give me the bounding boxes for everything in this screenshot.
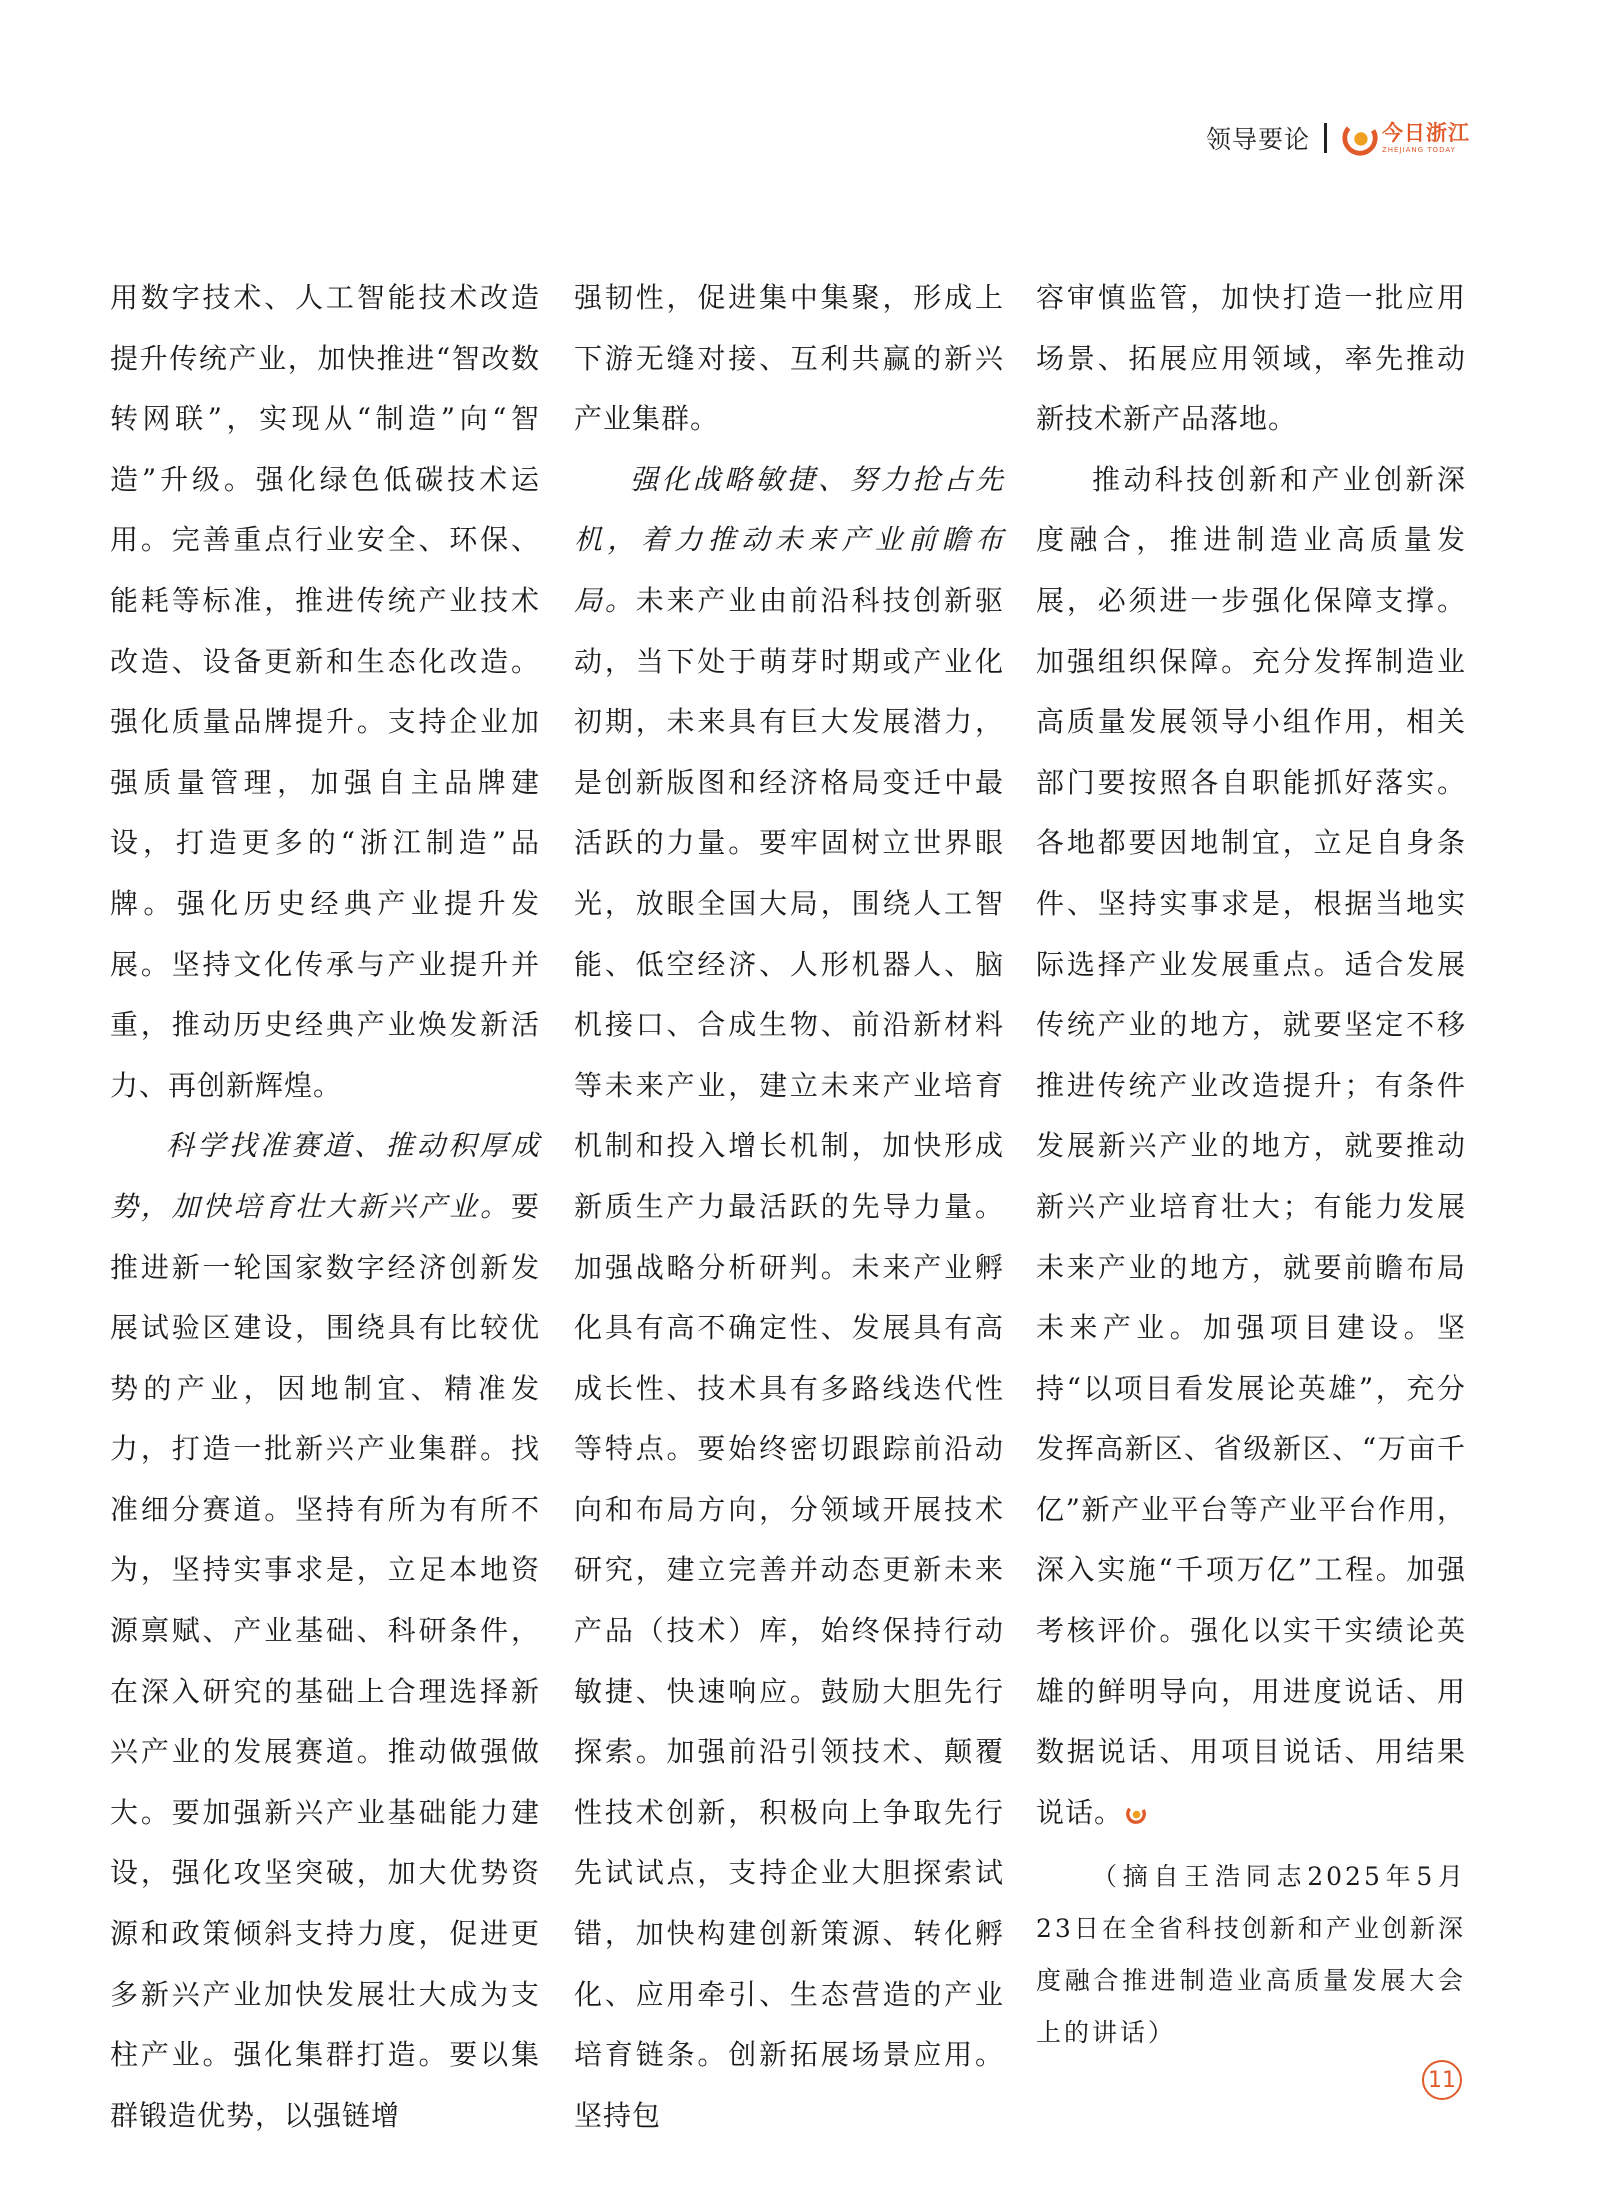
column-2: [574, 268, 1004, 2146]
paragraph-body: 推动科技创新和产业创新深度融合，推进制造业高质量发展，必须进一步强化保障支撑。加强组织保障。充分发挥制造业高质量发展领导小组作用，相关部门要按照各自职能抓好落实。各地都要因地制宜，立足自身条件、坚持实事求是，根据当地实际选择产业发展重点。适合发展传统产业的地方，就要坚定不移推进传统产业改造提升；有条件发展新兴产业的地方，就要推动新兴产业培育壮大；有能力发展未来产业的地方，就要前瞻布局未来产业。加强项目建设。坚持“以项目看发展论英雄”，充分发挥高新区、省级新区、“万亩千亿”新产业平台等产业平台作用，深入实施“千项万亿”工程。加强考核评价。强化以实干实绩论英雄的鲜明导向，用进度说话、用数据说话、用项目说话、用结果说话。: [1036, 462, 1466, 1829]
paragraph: [574, 450, 1004, 2147]
paragraph: 用数字技术、人工智能技术改造提升传统产业，加快推进“智改数转网联”，实现从“制造”向“智造”升级。强化绿色低碳技术运用。完善重点行业安全、环保、能耗等标准，推进传统产业技术改造、设备更新和生态化改造。强化质量品牌提升。支持企业加强质量管理，加强自主品牌建设，打造更多的“浙江制造”品牌。强化历史经典产业提升发展。坚持文化传承与产业提升并重，推动历史经典产业焕发新活力、再创新辉煌。: [110, 281, 540, 1102]
paragraph: 容审慎监管，加快打造一批应用场景、拓展应用领域，率先推动新技术新产品落地。: [1036, 281, 1466, 436]
column-3: [1036, 268, 1466, 2059]
paragraph-lead: 强化战略敏捷、努力抢占先机，着力推动未来产业前瞻布局。: [574, 462, 1004, 617]
paragraph-lead: 科学找准赛道、推动积厚成势，加快培育壮大新兴产业。: [110, 1129, 540, 1223]
source-note: （摘自王浩同志2025年5月23日在全省科技创新和产业创新深度融合推进制造业高质量发展大会上的讲话）: [1036, 1862, 1466, 2048]
page-number: 11: [1422, 2060, 1462, 2100]
magazine-logo: [1341, 119, 1470, 157]
paragraph-body: 要推进新一轮国家数字经济创新发展试验区建设，围绕具有比较优势的产业，因地制宜、精准发力，打造一批新兴产业集群。找准细分赛道。坚持有所为有所不为，坚持实事求是，立足本地资源禀赋、产业基础、科研条件，在深入研究的基础上合理选择新兴产业的发展赛道。推动做强做大。要加强新兴产业基础能力建设，强化攻坚突破，加大优势资源和政策倾斜支持力度，促进更多新兴产业加快发展壮大成为支柱产业。强化集群打造。要以集群锻造优势，以强链增: [110, 1189, 540, 2132]
jinri-zhejiang-logo-icon: [1341, 119, 1379, 157]
paragraph: [1036, 450, 1466, 1844]
header-divider: [1324, 123, 1327, 153]
page-header: [1206, 118, 1470, 158]
column-1: [110, 268, 540, 2146]
logo-name-en: ZHEJIANG TODAY: [1382, 145, 1456, 154]
paragraph: 强韧性，促进集中集聚，形成上下游无缝对接、互利共赢的新兴产业集群。: [574, 281, 1004, 436]
paragraph-body: 未来产业由前沿科技创新驱动，当下处于萌芽时期或产业化初期，未来具有巨大发展潜力，是创新版图和经济格局变迁中最活跃的力量。要牢固树立世界眼光，放眼全国大局，围绕人工智能、低空经济、人形机器人、脑机接口、合成生物、前沿新材料等未来产业，建立未来产业培育机制和投入增长机制，加快形成新质生产力最活跃的先导力量。加强战略分析研判。未来产业孵化具有高不确定性、发展具有高成长性、技术具有多路线迭代性等特点。要始终密切跟踪前沿动向和布局方向，分领域开展技术研究，建立完善并动态更新未来产品（技术）库，始终保持行动敏捷、快速响应。鼓励大胆先行探索。加强前沿引领技术、颠覆性技术创新，积极向上争取先行先试试点，支持企业大胆探索试错，加快构建创新策源、转化孵化、应用牵引、生态营造的产业培育链条。创新拓展场景应用。坚持包: [574, 583, 1004, 2132]
logo-name-cn: 今日浙江: [1382, 120, 1470, 145]
section-label: 领导要论: [1205, 125, 1310, 154]
paragraph: [110, 1116, 540, 2146]
end-mark-logo-icon: [1125, 1803, 1147, 1825]
